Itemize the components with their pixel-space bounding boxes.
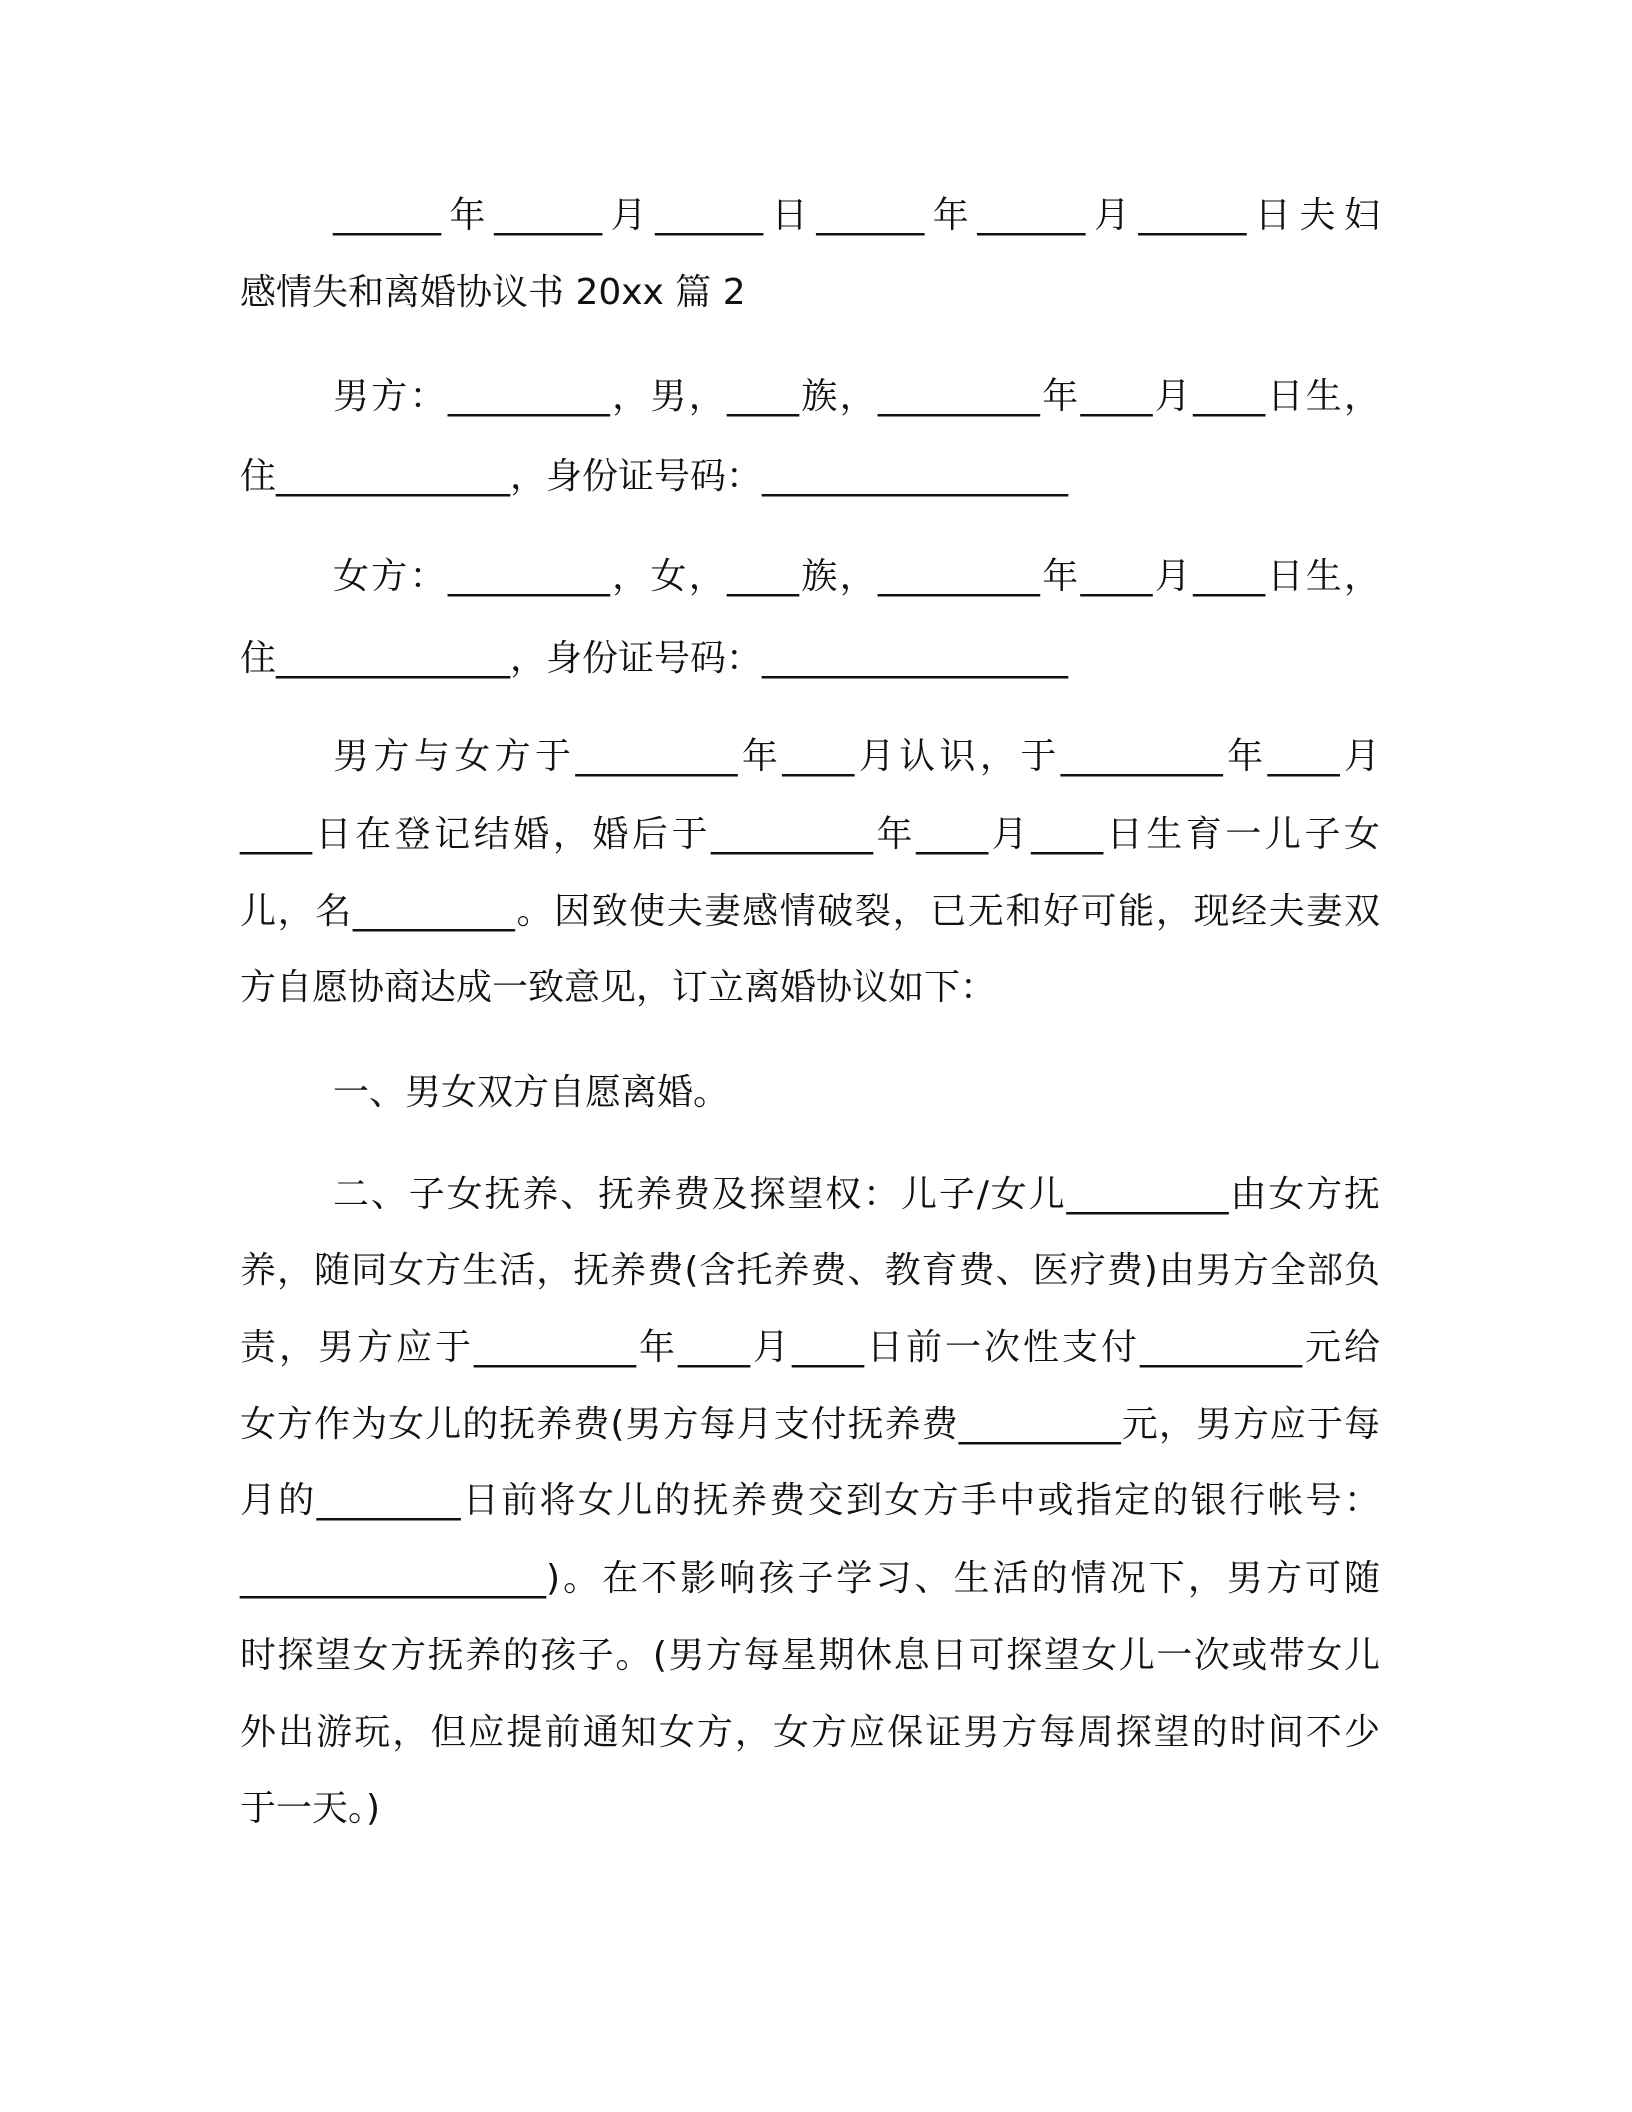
text-line: 外出游玩，但应提前通知女方，女方应保证男方每周探望的时间不少 <box>240 1712 1380 1753</box>
text-line: ____日在登记结婚，婚后于_________年____月____日生育一儿子女 <box>240 814 1380 855</box>
text-line: 时探望女方抚养的孩子。(男方每星期休息日可探望女儿一次或带女儿 <box>240 1635 1380 1676</box>
text-line: 住_____________，身份证号码：_________________ <box>240 638 1069 679</box>
text-line: 责，男方应于_________年____月____日前一次性支付_________元给 <box>240 1327 1380 1368</box>
text-line: 女方：_________，女，____族，_________年____月____日生， <box>333 556 1380 597</box>
text-line: 男方与女方于_________年____月认识，于_________年____月 <box>333 736 1380 777</box>
text-line: ______年______月______日______年______月______日夫妇 <box>333 195 1380 236</box>
text-line: _________________)。在不影响孩子学习、生活的情况下，男方可随 <box>240 1558 1380 1599</box>
text-line: 住_____________，身份证号码：_________________ <box>240 456 1069 497</box>
text-line: 二、子女抚养、抚养费及探望权：儿子/女儿_________由女方抚 <box>333 1174 1380 1215</box>
text-line: 月的________日前将女儿的抚养费交到女方手中或指定的银行帐号： <box>240 1480 1380 1521</box>
text-line: 方自愿协商达成一致意见，订立离婚协议如下： <box>240 967 997 1008</box>
text-line: 儿，名_________。因致使夫妻感情破裂，已无和好可能，现经夫妻双 <box>240 891 1380 932</box>
text-line: 于一天。) <box>240 1788 381 1829</box>
document-heading: 感情失和离婚协议书 20xx 篇 2 <box>240 272 746 313</box>
text-line: 一、男女双方自愿离婚。 <box>333 1072 730 1113</box>
text-line: 养，随同女方生活，抚养费(含托养费、教育费、医疗费)由男方全部负 <box>240 1250 1380 1291</box>
text-line: 女方作为女儿的抚养费(男方每月支付抚养费_________元，男方应于每 <box>240 1404 1380 1445</box>
text-line: 男方：_________，男，____族，_________年____月____日生， <box>333 376 1380 417</box>
